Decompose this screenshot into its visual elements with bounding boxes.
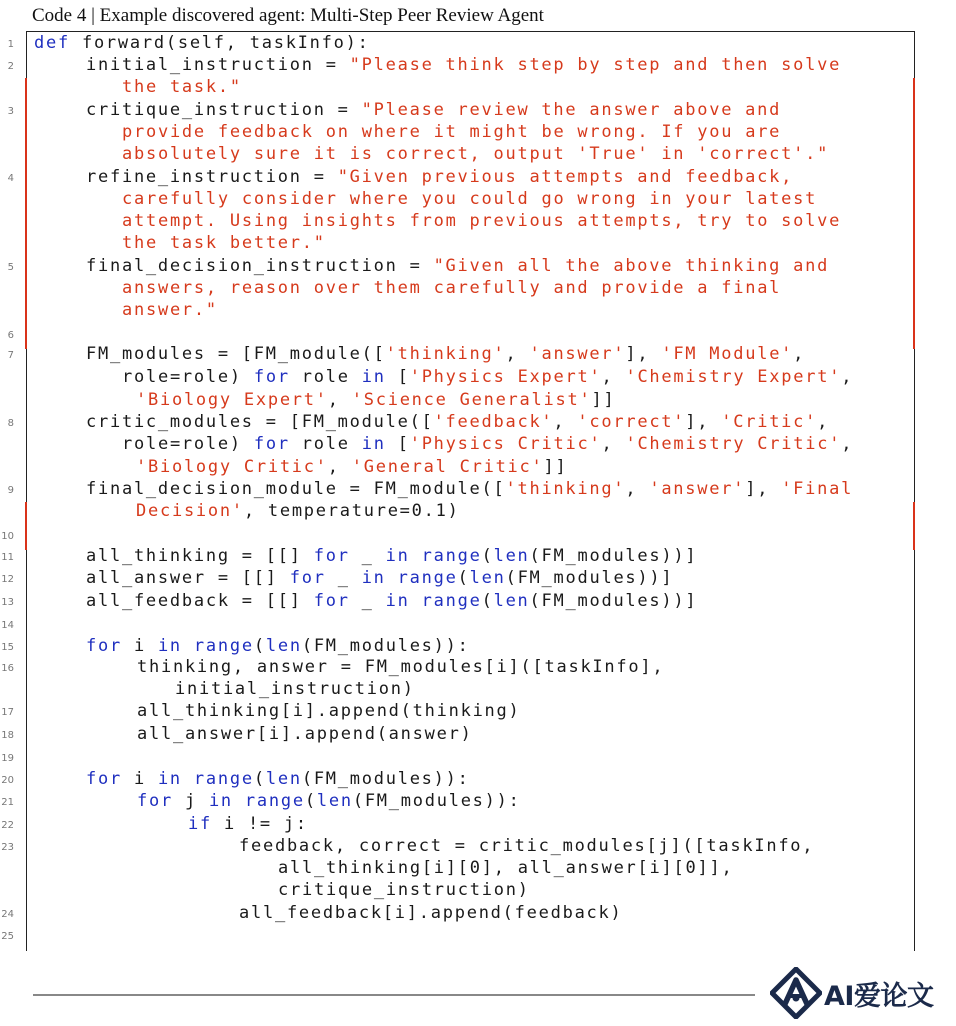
string-token: attempt. Using insights from previous attempts, try to solve	[122, 211, 842, 231]
keyword-token: range	[193, 769, 254, 789]
keyword-token: len	[265, 769, 302, 789]
line-number: 14	[1, 620, 14, 631]
string-token: 'Biology Expert'	[136, 390, 328, 410]
string-token: 'Final	[781, 479, 854, 499]
code-token: critique_instruction =	[86, 100, 362, 120]
code-token: role	[289, 434, 362, 454]
string-token: 'thinking'	[385, 344, 506, 364]
code-line	[122, 210, 841, 232]
code-token: critic_modules = [FM_module([	[86, 412, 434, 432]
line-number: 8	[7, 418, 14, 429]
code-token	[233, 791, 245, 811]
string-token: absolutely sure it is correct, output 'True' in 'correct'."	[122, 144, 830, 164]
code-token: (	[304, 791, 317, 811]
line-wrap-marker	[25, 78, 27, 125]
line-number: 16	[1, 663, 14, 674]
code-token	[182, 769, 194, 789]
code-line	[86, 590, 697, 612]
keyword-token: range	[421, 546, 482, 566]
string-token: 'Chemistry Expert'	[625, 367, 842, 387]
keyword-token: len	[469, 568, 506, 588]
line-number: 9	[7, 485, 14, 496]
code-token: all_thinking = [[]	[86, 546, 314, 566]
code-token: all_answer = [[]	[86, 568, 290, 588]
code-line	[239, 902, 623, 924]
code-line	[122, 76, 242, 98]
line-wrap-marker	[913, 78, 915, 125]
code-token: (	[481, 591, 494, 611]
code-line	[86, 411, 829, 433]
code-token: feedback, correct = critic_modules[j]([taskInfo,	[239, 836, 815, 856]
code-token: (FM_modules))]	[529, 546, 698, 566]
code-line	[122, 121, 781, 143]
code-line	[86, 343, 805, 365]
site-logo	[770, 966, 945, 1020]
code-token: j	[172, 791, 209, 811]
code-token: ,	[625, 479, 650, 499]
code-line	[278, 857, 733, 879]
code-line	[86, 99, 781, 121]
code-token: (FM_modules)):	[301, 769, 470, 789]
code-line	[122, 433, 853, 455]
logo-text: AI爱论文	[824, 980, 934, 1012]
code-token: initial_instruction =	[86, 55, 350, 75]
keyword-token: in	[361, 568, 386, 588]
code-token	[386, 568, 398, 588]
keyword-token: range	[421, 591, 482, 611]
string-token: "Please think step by step and then solve	[349, 55, 842, 75]
keyword-token: range	[193, 636, 254, 656]
code-token: ]]	[543, 457, 568, 477]
line-number: 15	[1, 642, 14, 653]
string-token: 'correct'	[577, 412, 686, 432]
code-line	[86, 768, 470, 790]
code-token: (	[481, 546, 494, 566]
code-token: (FM_modules))]	[505, 568, 674, 588]
code-token: , temperature=0.1)	[243, 501, 460, 521]
string-token: 'Biology Critic'	[136, 457, 328, 477]
string-token: 'thinking'	[505, 479, 626, 499]
code-token: (	[253, 636, 266, 656]
code-token: ],	[625, 344, 662, 364]
keyword-token: range	[244, 791, 305, 811]
line-number: 25	[1, 931, 14, 942]
keyword-token: for	[253, 367, 290, 387]
code-line	[86, 478, 853, 500]
code-token: all_feedback = [[]	[86, 591, 314, 611]
keyword-token: len	[316, 791, 353, 811]
code-token: i	[121, 769, 158, 789]
string-token: 'feedback'	[433, 412, 554, 432]
code-line	[122, 299, 218, 321]
code-line	[136, 500, 460, 522]
code-token	[410, 591, 422, 611]
keyword-token: for	[313, 546, 350, 566]
string-token: 'Physics Critic'	[409, 434, 602, 454]
string-token: 'Science Generalist'	[351, 390, 592, 410]
line-number: 11	[1, 552, 14, 563]
line-number: 17	[1, 707, 14, 718]
code-token: refine_instruction =	[86, 167, 338, 187]
code-line	[86, 54, 841, 76]
line-number: 24	[1, 909, 14, 920]
code-token: ,	[817, 412, 830, 432]
keyword-token: range	[397, 568, 458, 588]
string-token: "Given all the above thinking and	[433, 256, 830, 276]
string-token: 'General Critic'	[351, 457, 544, 477]
code-token: initial_instruction)	[175, 679, 415, 699]
code-line	[122, 366, 853, 388]
code-token: (	[253, 769, 266, 789]
code-token: ,	[327, 390, 352, 410]
keyword-token: for	[86, 769, 122, 789]
code-line	[188, 813, 308, 835]
code-line	[86, 635, 470, 657]
keyword-token: in	[157, 636, 182, 656]
code-token: critique_instruction)	[278, 880, 530, 900]
keyword-token: in	[157, 769, 182, 789]
code-line	[137, 656, 664, 678]
code-line	[136, 389, 615, 411]
string-token: 'Physics Expert'	[409, 367, 602, 387]
code-token: ,	[553, 412, 578, 432]
line-number: 20	[1, 775, 14, 786]
line-number: 5	[7, 262, 14, 273]
code-line	[136, 456, 568, 478]
code-token: ],	[685, 412, 722, 432]
string-token: answer."	[122, 300, 218, 320]
string-token: 'Critic'	[721, 412, 818, 432]
string-token: carefully consider where you could go wrong in your latest	[122, 189, 818, 209]
keyword-token: for	[313, 591, 350, 611]
string-token: Decision'	[136, 501, 244, 521]
code-token: all_answer[i].append(answer)	[137, 724, 473, 744]
code-line	[137, 700, 521, 722]
keyword-token: for	[253, 434, 290, 454]
logo-a-icon	[770, 967, 822, 1019]
code-token: ],	[745, 479, 782, 499]
footer-rule	[33, 994, 755, 996]
line-wrap-marker	[25, 190, 27, 281]
code-token: final_decision_module = FM_module([	[86, 479, 506, 499]
code-token: (	[457, 568, 470, 588]
code-token: role=role)	[122, 367, 254, 387]
keyword-token: in	[208, 791, 233, 811]
keyword-token: for	[86, 636, 122, 656]
line-number: 2	[7, 61, 14, 72]
code-token: all_feedback[i].append(feedback)	[239, 903, 623, 923]
code-token: ,	[601, 434, 626, 454]
code-line	[86, 255, 829, 277]
code-token: role=role)	[122, 434, 254, 454]
code-token: [	[385, 367, 410, 387]
keyword-token: in	[385, 591, 410, 611]
code-token: i != j:	[211, 814, 308, 834]
keyword-token: len	[265, 636, 302, 656]
string-token: provide feedback on where it might be wrong. If you are	[122, 122, 782, 142]
code-token: ,	[841, 367, 854, 387]
keyword-token: len	[493, 546, 530, 566]
code-token: ,	[505, 344, 530, 364]
code-token: role	[289, 367, 362, 387]
keyword-token: for	[289, 568, 326, 588]
line-wrap-marker	[913, 123, 915, 192]
keyword-token: in	[361, 367, 386, 387]
keyword-token: def	[34, 33, 70, 53]
keyword-token: in	[361, 434, 386, 454]
line-number: 4	[7, 173, 14, 184]
code-token: (FM_modules)):	[301, 636, 470, 656]
line-number: 18	[1, 730, 14, 741]
code-line	[122, 188, 817, 210]
code-token: FM_modules = [FM_module([	[86, 344, 386, 364]
code-token: ]]	[591, 390, 616, 410]
line-number: 1	[7, 39, 14, 50]
code-token: i	[121, 636, 158, 656]
code-line	[122, 277, 781, 299]
keyword-token: for	[137, 791, 173, 811]
code-token: [	[385, 434, 410, 454]
line-wrap-marker	[25, 123, 27, 192]
keyword-token: if	[188, 814, 212, 834]
code-line	[137, 790, 521, 812]
line-number: 13	[1, 597, 14, 608]
string-token: the task."	[122, 77, 242, 97]
code-line	[239, 835, 814, 857]
code-token: _	[325, 568, 362, 588]
string-token: answers, reason over them carefully and provide a final	[122, 278, 782, 298]
line-number: 19	[1, 753, 14, 764]
line-number: 6	[7, 330, 14, 341]
keyword-token: len	[493, 591, 530, 611]
code-token: (FM_modules)):	[352, 791, 521, 811]
line-number: 21	[1, 797, 14, 808]
code-token: (FM_modules))]	[529, 591, 698, 611]
string-token: 'FM Module'	[661, 344, 794, 364]
line-wrap-marker	[913, 190, 915, 281]
code-line	[137, 723, 473, 745]
string-token: the task better."	[122, 233, 326, 253]
code-token	[182, 636, 194, 656]
code-token: thinking, answer = FM_modules[i]([taskInfo],	[137, 657, 665, 677]
code-line	[86, 567, 673, 589]
code-line	[122, 232, 326, 254]
line-wrap-marker	[913, 502, 915, 550]
code-token: all_thinking[i][0], all_answer[i][0]],	[278, 858, 734, 878]
string-token: 'answer'	[529, 344, 626, 364]
line-number: 12	[1, 574, 14, 585]
code-caption: Code 4 | Example discovered agent: Multi-Step Peer Review Agent	[32, 5, 544, 26]
line-wrap-marker	[25, 502, 27, 550]
string-token: 'Chemistry Critic'	[625, 434, 842, 454]
keyword-token: in	[385, 546, 410, 566]
line-number: 22	[1, 820, 14, 831]
line-number: 7	[7, 350, 14, 361]
code-token: ,	[793, 344, 806, 364]
string-token: "Please review the answer above and	[361, 100, 782, 120]
line-number: 23	[1, 842, 14, 853]
code-line	[86, 545, 697, 567]
code-token: forward(self, taskInfo):	[69, 33, 370, 53]
line-number: 10	[1, 531, 14, 542]
code-token: all_thinking[i].append(thinking)	[137, 701, 521, 721]
code-token: ,	[327, 457, 352, 477]
code-token: _	[349, 546, 386, 566]
string-token: "Given previous attempts and feedback,	[337, 167, 794, 187]
code-line	[175, 678, 415, 700]
code-line	[34, 32, 370, 54]
code-token: ,	[841, 434, 854, 454]
code-token: final_decision_instruction =	[86, 256, 434, 276]
line-wrap-marker	[913, 279, 915, 349]
string-token: 'answer'	[649, 479, 746, 499]
line-wrap-marker	[25, 279, 27, 349]
code-token: _	[349, 591, 386, 611]
code-line	[86, 166, 793, 188]
code-token	[410, 546, 422, 566]
code-line	[278, 879, 530, 901]
line-number: 3	[7, 106, 14, 117]
code-token: ,	[601, 367, 626, 387]
code-line	[122, 143, 829, 165]
